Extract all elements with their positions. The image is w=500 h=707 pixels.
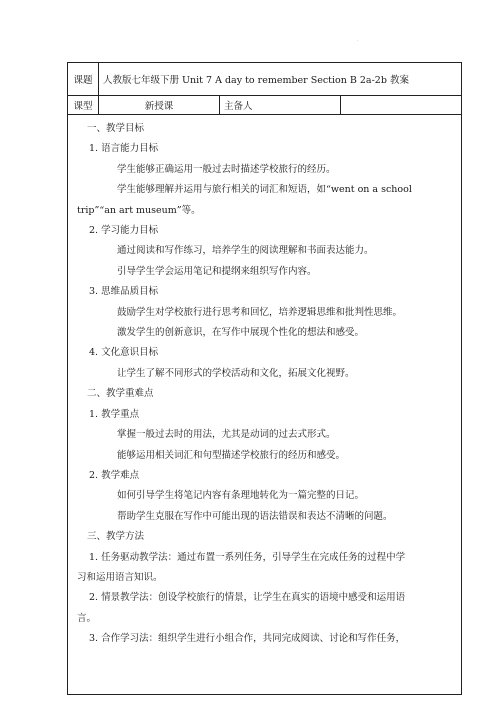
body-line: 如何引导学生将笔记内容有条理地转化为一篇完整的日记。 <box>117 490 365 502</box>
content-cell <box>68 115 462 695</box>
subsection-heading: 2. 学习能力目标 <box>89 225 159 237</box>
lesson-plan-table <box>67 62 462 695</box>
body-line: 帮助学生克服在写作中可能出现的语法错误和表达不清晰的问题。 <box>117 510 393 522</box>
content-row <box>68 115 462 695</box>
title-label: 课题 <box>68 63 99 96</box>
preparer-label: 主备人 <box>220 96 341 115</box>
body-line: 通过阅读和写作练习，培养学生的阅读理解和书面表达能力。 <box>117 245 374 257</box>
body-line: 引导学生学会运用笔记和提纲来组织写作内容。 <box>117 265 317 277</box>
type-row <box>68 96 462 115</box>
type-value: 新授课 <box>99 96 220 115</box>
method-line: 1. 任务驱动教学法：通过布置一系列任务，引导学生在完成任务的过程中学 <box>89 551 406 563</box>
body-line: 激发学生的创新意识，在写作中展现个性化的想法和感受。 <box>117 327 365 339</box>
section-heading: 二、教学重难点 <box>87 388 154 400</box>
method-line: 2. 情景教学法：创设学校旅行的情景，让学生在真实的语境中感受和运用语 <box>89 592 406 604</box>
corner-mark: · <box>357 38 359 44</box>
body-line: 学生能够理解并运用与旅行相关的词汇和短语，如“went on a school <box>117 184 412 196</box>
subsection-heading: 4. 文化意识目标 <box>89 347 159 359</box>
method-line-wrap: 习和运用语言知识。 <box>77 571 163 583</box>
method-line: 3. 合作学习法：组织学生进行小组合作，共同完成阅读、讨论和写作任务， <box>89 633 406 645</box>
title-row <box>68 63 462 96</box>
body-line: 鼓励学生对学校旅行进行思考和回忆，培养逻辑思维和批判性思维。 <box>117 306 403 318</box>
type-label: 课型 <box>68 96 99 115</box>
body-line: 能够运用相关词汇和句型描述学校旅行的经历和感受。 <box>117 449 346 461</box>
subsection-heading: 1. 教学重点 <box>89 408 140 420</box>
preparer-value <box>341 96 462 115</box>
content-body <box>68 115 461 650</box>
subsection-heading: 1. 语言能力目标 <box>89 143 159 155</box>
body-line: trip”“an art museum”等。 <box>77 204 201 216</box>
body-line: 学生能够正确运用一般过去时描述学校旅行的经历。 <box>117 163 336 175</box>
subsection-heading: 3. 思维品质目标 <box>89 286 159 298</box>
body-line: 掌握一般过去时的用法，尤其是动词的过去式形式。 <box>117 429 336 441</box>
body-line: 让学生了解不同形式的学校活动和文化，拓展文化视野。 <box>117 367 355 379</box>
method-line-wrap: 言。 <box>77 612 97 624</box>
lesson-title: 人教版七年级下册 Unit 7 A day to remember Section B 2a-2b 教案 <box>99 63 462 96</box>
section-heading: 一、教学目标 <box>87 123 145 134</box>
section-heading: 三、教学方法 <box>87 531 145 543</box>
subsection-heading: 2. 教学难点 <box>89 469 140 481</box>
